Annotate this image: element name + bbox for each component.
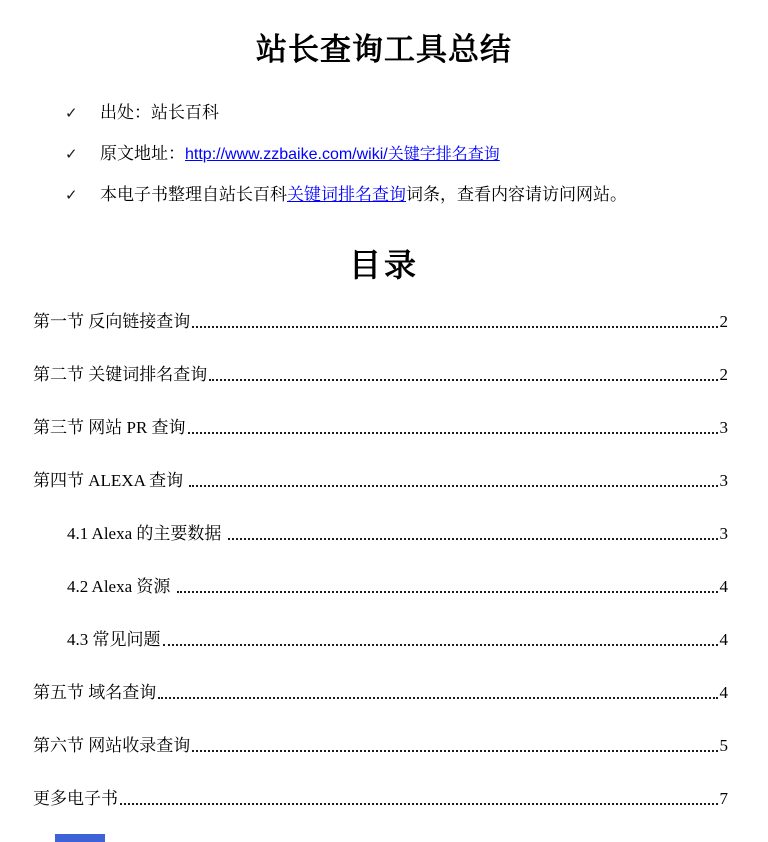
toc-page-number: 4 xyxy=(719,577,728,596)
toc-entry[interactable] xyxy=(33,736,728,756)
toc-entry[interactable] xyxy=(33,683,728,703)
checkmark-icon: ✓ xyxy=(65,186,78,204)
hyperlink[interactable]: http://www.zzbaike.com/wiki/关键字排名查询 xyxy=(185,146,500,163)
dotted-leader xyxy=(158,697,717,699)
bullet-text xyxy=(100,184,627,206)
toc-entry[interactable] xyxy=(33,524,728,544)
page-title: 站长查询工具总结 xyxy=(256,32,512,67)
toc-entry-label: 第二节 关键词排名查询 xyxy=(33,365,208,384)
toc-entry-label: 第四节 ALEXA 查询 xyxy=(33,471,188,490)
bullet-item xyxy=(65,184,732,225)
toc-entry[interactable] xyxy=(33,630,728,650)
bullet-text xyxy=(100,143,500,166)
bullet-list xyxy=(65,102,732,225)
text-segment: 原文地址： xyxy=(100,144,185,163)
dotted-leader xyxy=(177,591,718,593)
toc-entry[interactable] xyxy=(33,789,728,809)
toc-entry-label: 4.2 Alexa 资源 xyxy=(67,577,175,596)
toc-entry-label: 第六节 网站收录查询 xyxy=(33,736,191,755)
toc-entry[interactable] xyxy=(33,471,728,491)
checkmark-icon: ✓ xyxy=(65,145,78,163)
bullet-text xyxy=(100,102,219,124)
dotted-leader xyxy=(120,803,718,805)
bullet-item xyxy=(65,102,732,143)
dotted-leader xyxy=(192,750,717,752)
dotted-leader xyxy=(192,326,717,328)
footer-blue-mark xyxy=(55,834,105,842)
toc-entry-label: 4.3 常见问题 xyxy=(67,630,161,649)
toc-page-number: 3 xyxy=(719,524,728,543)
toc-page-number: 2 xyxy=(719,365,728,384)
toc-entry-label: 更多电子书 xyxy=(33,789,118,808)
toc-entry[interactable] xyxy=(33,312,728,332)
dotted-leader xyxy=(209,379,717,381)
toc-list xyxy=(33,312,728,842)
dotted-leader xyxy=(163,644,718,646)
toc-entry-label: 第一节 反向链接查询 xyxy=(33,312,191,331)
toc-page-number: 7 xyxy=(719,789,728,808)
text-segment: 出处：站长百科 xyxy=(100,103,219,122)
toc-page-number: 3 xyxy=(719,418,728,437)
dotted-leader xyxy=(189,485,717,487)
hyperlink[interactable]: 关键词排名查询 xyxy=(287,185,406,204)
toc-page-number: 5 xyxy=(719,736,728,755)
toc-entry[interactable] xyxy=(33,418,728,438)
toc-page-number: 3 xyxy=(719,471,728,490)
toc-entry-label: 第五节 域名查询 xyxy=(33,683,157,702)
text-segment: 本电子书整理自站长百科 xyxy=(100,185,287,204)
toc-page-number: 2 xyxy=(719,312,728,331)
toc-entry-label: 4.1 Alexa 的主要数据 xyxy=(67,524,226,543)
toc-entry[interactable] xyxy=(33,577,728,597)
toc-page-number: 4 xyxy=(719,630,728,649)
toc-page-number: 4 xyxy=(719,683,728,702)
dotted-leader xyxy=(228,538,718,540)
dotted-leader xyxy=(188,432,718,434)
toc-entry[interactable] xyxy=(33,365,728,385)
bullet-item xyxy=(65,143,732,184)
toc-entry-label: 第三节 网站 PR 查询 xyxy=(33,418,186,437)
checkmark-icon: ✓ xyxy=(65,104,78,122)
text-segment: 词条，查看内容请访问网站。 xyxy=(406,185,627,204)
toc-heading: 目录 xyxy=(348,247,419,283)
